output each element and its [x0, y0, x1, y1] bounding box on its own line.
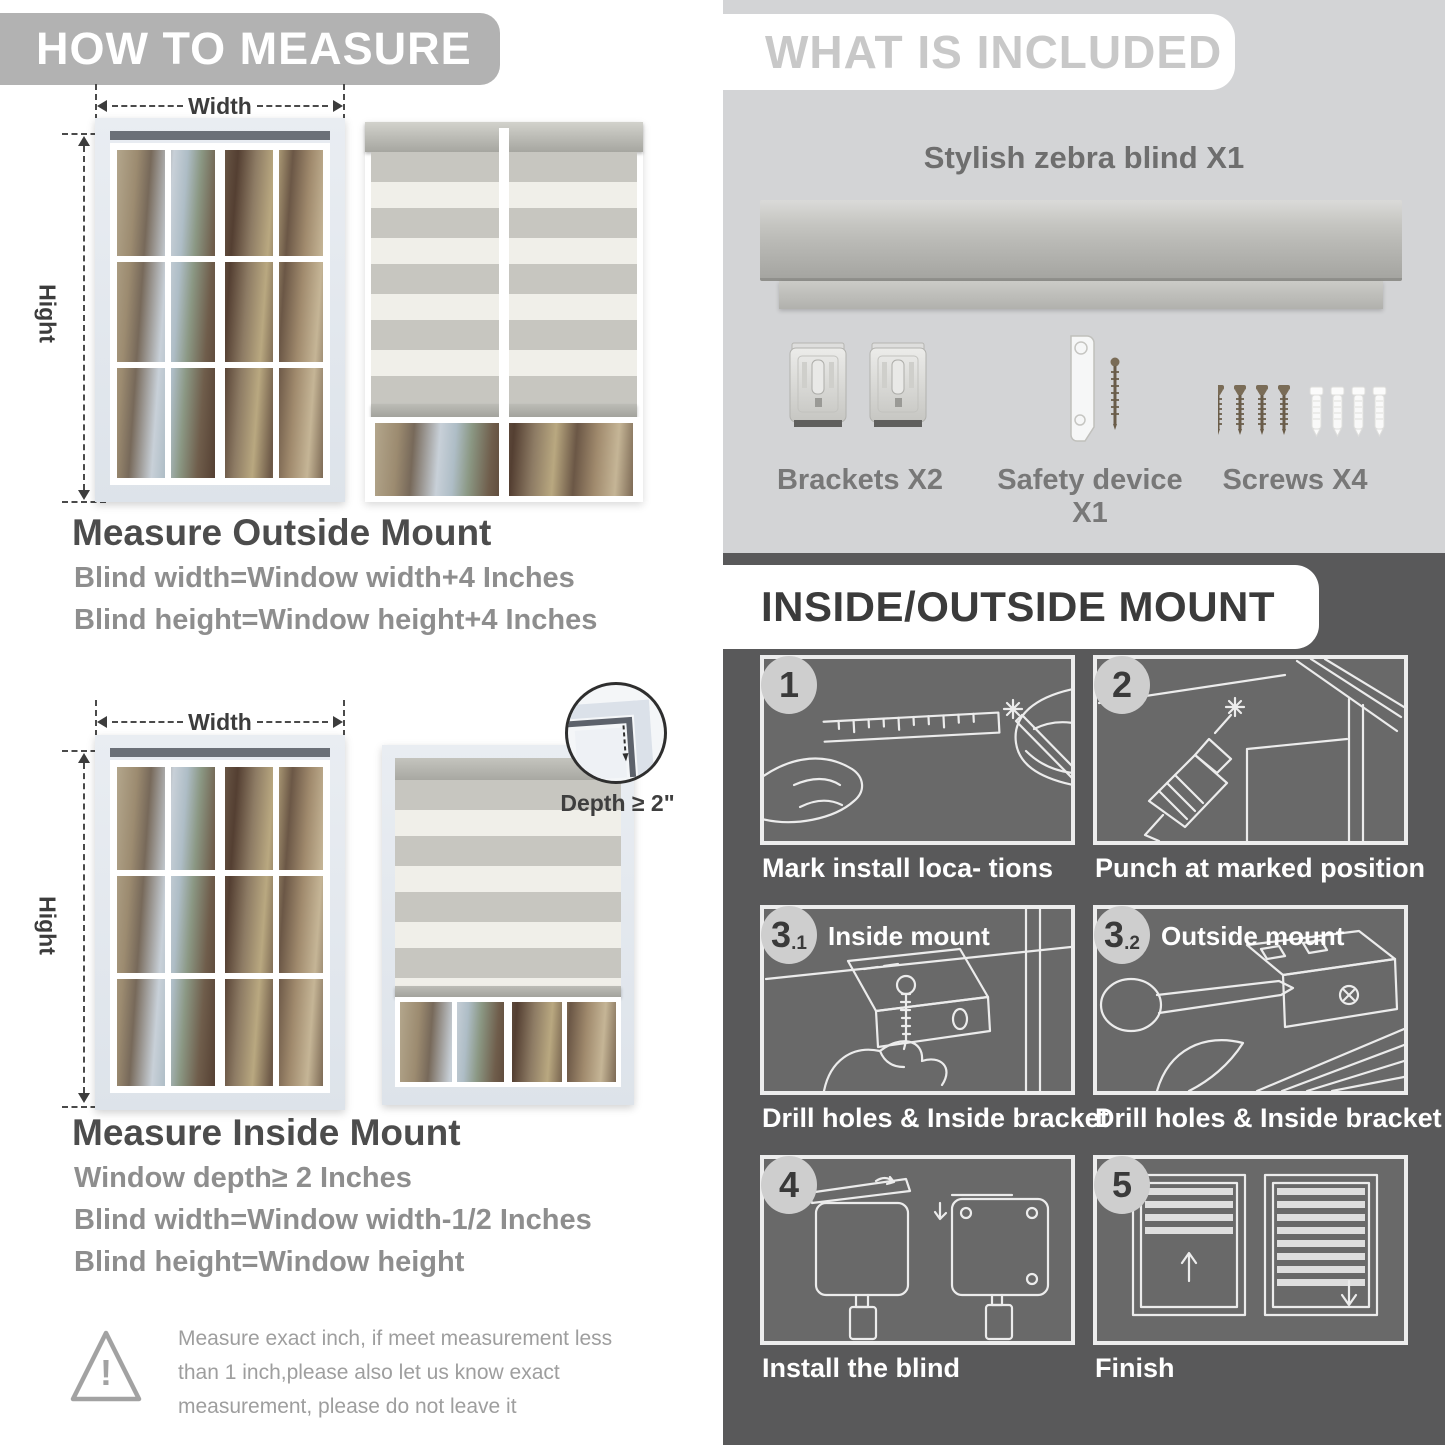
safety-device-image [1055, 332, 1135, 450]
arrow-up-icon [78, 136, 90, 146]
safety-device-label: Safety device X1 [997, 464, 1183, 529]
window-outside-mount [95, 118, 345, 502]
how-to-measure-header [0, 13, 500, 85]
outside-mount-label: Outside mount [1161, 921, 1345, 951]
depth-label: Depth ≥ 2" [560, 790, 675, 816]
arrow-down-icon [78, 490, 90, 500]
step-panel-3-1 [760, 905, 1075, 1095]
arrow-down-icon [78, 1093, 90, 1103]
step-number-badge: 1 [761, 656, 817, 714]
step-panel-2 [1093, 655, 1408, 845]
screws-image [1218, 385, 1403, 443]
brackets-image [788, 340, 933, 435]
outside-mount-line2: Blind height=Window height+4 Inches [74, 604, 598, 636]
window-top-slot [110, 748, 330, 757]
inside-mount-line1: Window depth≥ 2 Inches [74, 1162, 412, 1194]
step-panel-4 [760, 1155, 1075, 1345]
outside-mount-line1: Blind width=Window width+4 Inches [74, 562, 575, 594]
arrow-right-icon [333, 716, 343, 728]
window-bottom [395, 997, 621, 1087]
window-bottom [365, 417, 643, 502]
step-3-2-caption: Drill holes & Inside bracket [1095, 1103, 1442, 1133]
inside-mount-line2: Blind width=Window width-1/2 Inches [74, 1204, 592, 1236]
window-inside-mount [95, 735, 345, 1110]
warning-triangle-icon [68, 1326, 144, 1408]
window-glass [110, 760, 330, 1093]
step-5-caption: Finish [1095, 1353, 1175, 1383]
width-measure [97, 92, 343, 119]
width-label: Width [188, 708, 252, 735]
height-measure [77, 753, 91, 1103]
mount-header [723, 565, 1319, 649]
step-3-1-caption: Drill holes & Inside bracket [762, 1103, 1109, 1133]
depth-magnifier-icon [563, 680, 669, 786]
step-number-badge: 3 .1 [761, 906, 817, 964]
exclamation-mark: ! [100, 1352, 112, 1393]
arrow-right-icon [333, 100, 343, 112]
width-label: Width [188, 92, 252, 119]
blind-bottom-rail [395, 986, 621, 997]
step-2-caption: Punch at marked position [1095, 853, 1426, 883]
arrow-left-icon [97, 716, 107, 728]
blind-headrail-lip [779, 281, 1383, 309]
arrow-up-icon [78, 753, 90, 763]
step-number-badge: 3 .2 [1094, 906, 1150, 964]
step-number-badge: 5 [1094, 1156, 1150, 1214]
step-panel-5 [1093, 1155, 1408, 1345]
outside-mount-title: Measure Outside Mount [72, 512, 492, 553]
window-top-slot [110, 131, 330, 140]
blind-item-label: Stylish zebra blind X1 [923, 140, 1245, 175]
inside-mount-title: Measure Inside Mount [72, 1112, 461, 1153]
arrow-left-icon [97, 100, 107, 112]
step-panel-3-2 [1093, 905, 1408, 1095]
what-is-included-title: WHAT IS INCLUDED [765, 26, 1223, 78]
step-4-caption: Install the blind [762, 1353, 961, 1383]
height-measure [77, 136, 91, 500]
mount-title: INSIDE/OUTSIDE MOUNT [761, 583, 1276, 630]
height-label: Hight [34, 896, 61, 955]
inside-mount-line3: Blind height=Window height [74, 1246, 465, 1278]
step-number-badge: 4 [761, 1156, 817, 1214]
screws-label: Screws X4 [1222, 464, 1368, 496]
brackets-label: Brackets X2 [776, 464, 944, 496]
width-measure [97, 708, 343, 735]
warning-text: Measure exact inch, if meet measurement less than 1 inch,please also let us know exact measurement, please do not leave it [178, 1327, 613, 1419]
step-number-badge: 2 [1094, 656, 1150, 714]
step-1-caption: Mark install loca- tions [762, 853, 1054, 883]
what-is-included-header [723, 14, 1235, 90]
how-to-measure-title: HOW TO MEASURE [36, 23, 472, 74]
zebra-blind-outside [365, 122, 643, 502]
blind-headrail-image [760, 200, 1402, 281]
step-panel-1 [760, 655, 1075, 845]
window-glass [110, 143, 330, 485]
height-label: Hight [34, 284, 61, 343]
inside-mount-label: Inside mount [828, 921, 990, 951]
